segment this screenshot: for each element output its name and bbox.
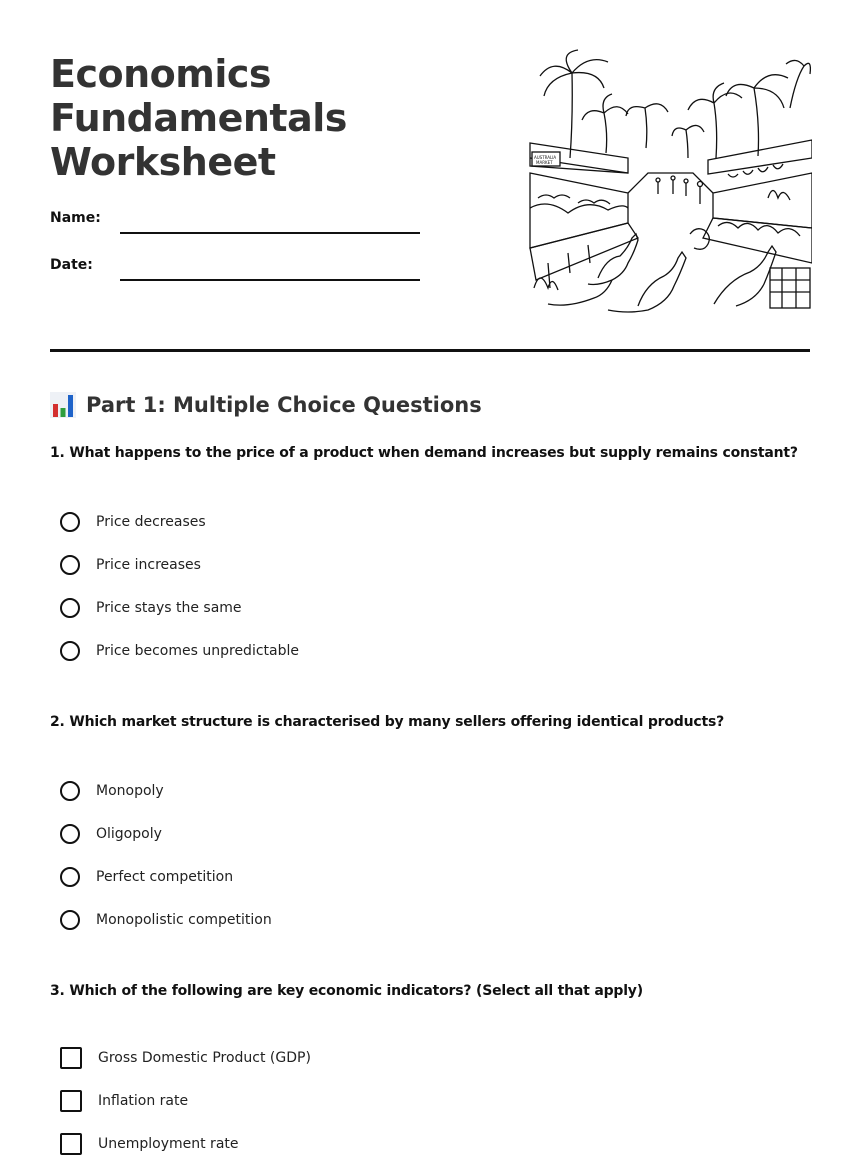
radio-button[interactable]	[60, 555, 80, 575]
name-label: Name:	[50, 210, 101, 226]
option-label: Unemployment rate	[98, 1136, 239, 1152]
kangaroo	[548, 229, 776, 312]
option-label: Price becomes unpredictable	[96, 643, 299, 659]
option-label: Monopolistic competition	[96, 912, 272, 928]
radio-button[interactable]	[60, 910, 80, 930]
radio-button[interactable]	[60, 641, 80, 661]
radio-button[interactable]	[60, 512, 80, 532]
title-line: Economics	[50, 52, 272, 96]
date-field[interactable]	[120, 279, 420, 281]
palm-tree-center	[582, 94, 704, 158]
market-illustration	[528, 48, 812, 314]
market-sign-line: MARKET	[536, 160, 553, 165]
bar-chart-icon	[50, 392, 76, 418]
question-text: 3. Which of the following are key economic indicators? (Select all that apply)	[50, 983, 643, 999]
option-label: Perfect competition	[96, 869, 234, 885]
option-label: Monopoly	[96, 783, 164, 799]
title-line: Worksheet	[50, 140, 276, 184]
name-field[interactable]	[120, 232, 420, 234]
question-text: 1. What happens to the price of a product when demand increases but supply remains constant?	[50, 445, 798, 461]
market-stall-right	[703, 140, 812, 308]
option-label: Gross Domestic Product (GDP)	[98, 1050, 311, 1066]
option-label: Inflation rate	[98, 1093, 189, 1109]
answer-option[interactable]	[60, 596, 242, 620]
radio-button[interactable]	[60, 598, 80, 618]
radio-button[interactable]	[60, 867, 80, 887]
section-title: Part 1: Multiple Choice Questions	[86, 393, 482, 417]
answer-option[interactable]	[60, 639, 299, 663]
title-line: Fundamentals	[50, 96, 347, 140]
crowd	[628, 173, 713, 204]
option-label: Price stays the same	[96, 600, 242, 616]
checkbox[interactable]	[60, 1090, 82, 1112]
question-text: 2. Which market structure is characterised by many sellers offering identical products?	[50, 714, 725, 730]
radio-button[interactable]	[60, 824, 80, 844]
answer-option[interactable]	[60, 822, 162, 846]
answer-option[interactable]	[60, 779, 164, 803]
market-sign-line: AUSTRALIA	[534, 155, 557, 160]
date-label: Date:	[50, 257, 93, 273]
checkbox[interactable]	[60, 1047, 82, 1069]
radio-button[interactable]	[60, 781, 80, 801]
answer-option[interactable]	[60, 1132, 239, 1156]
answer-option[interactable]	[60, 510, 206, 534]
section-divider	[50, 349, 810, 352]
answer-option[interactable]	[60, 1089, 188, 1113]
worksheet-title	[50, 52, 347, 184]
option-label: Oligopoly	[96, 826, 162, 842]
market-stall-left	[530, 143, 638, 290]
answer-option[interactable]	[60, 908, 272, 932]
palm-tree-left	[540, 50, 608, 158]
option-label: Price increases	[96, 557, 201, 573]
answer-option[interactable]	[60, 865, 233, 889]
answer-option[interactable]	[60, 553, 201, 577]
answer-option[interactable]	[60, 1046, 311, 1070]
section-header	[50, 390, 482, 420]
option-label: Price decreases	[96, 514, 206, 530]
checkbox[interactable]	[60, 1133, 82, 1155]
